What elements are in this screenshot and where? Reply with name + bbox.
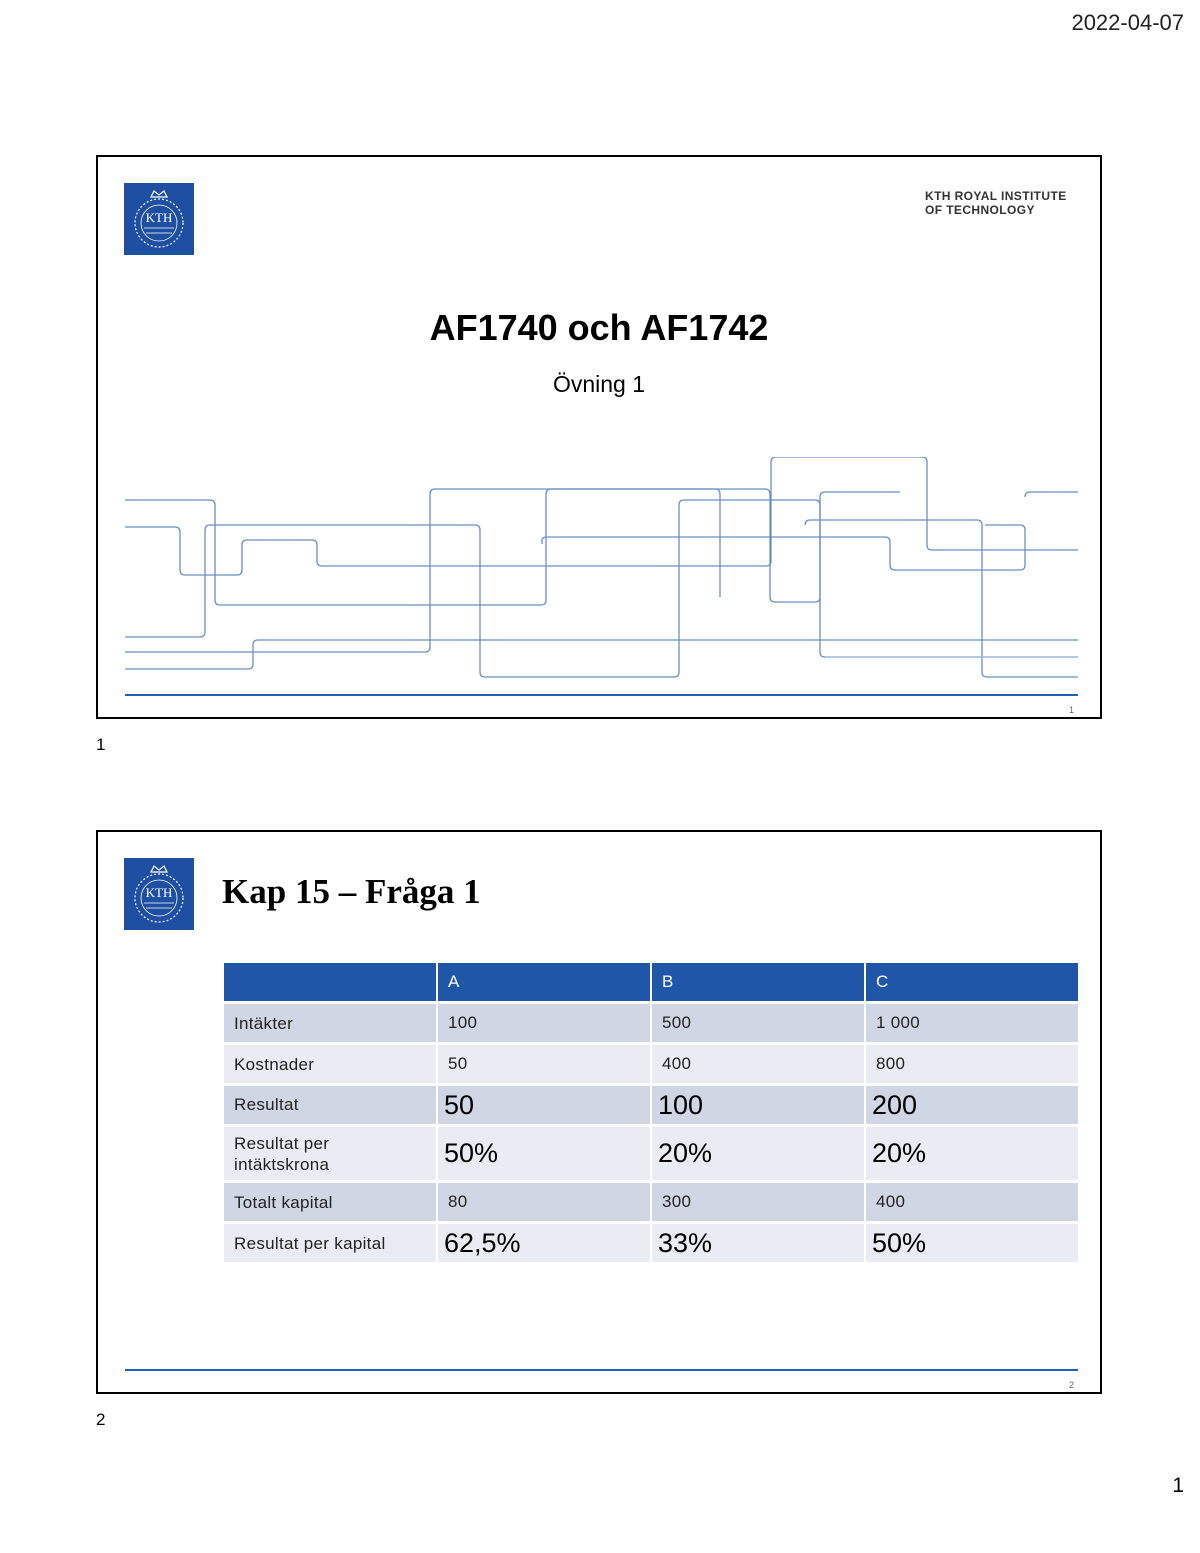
table-row [224, 1127, 1078, 1183]
table-cell: 300 [652, 1183, 864, 1224]
table-header-cell: C [866, 963, 1078, 1004]
slide-number: 2 [1068, 1380, 1074, 1390]
table-cell: 20% [652, 1127, 864, 1183]
institute-name-line2: OF TECHNOLOGY [925, 203, 1035, 217]
table-cell: 100 [652, 1086, 864, 1127]
table-row [224, 1224, 1078, 1265]
table-cell: 1 000 [866, 1004, 1078, 1045]
table-cell: 200 [866, 1086, 1078, 1127]
row-label: Resultat [224, 1086, 436, 1127]
page-number: 1 [1172, 1474, 1184, 1497]
slide-subtitle: Övning 1 [552, 371, 646, 397]
page-date: 2022-04-07 [1071, 10, 1184, 35]
slide-number: 1 [1068, 705, 1074, 715]
institute-name-line1: KTH ROYAL INSTITUTE [925, 189, 1067, 203]
kth-logo [124, 183, 194, 255]
slide-2 [96, 830, 1102, 1394]
table-cell: 400 [652, 1045, 864, 1086]
row-label: Intäkter [224, 1004, 436, 1045]
table-header-cell [224, 963, 436, 1004]
table-cell: 50 [438, 1045, 650, 1086]
table-header-row [224, 963, 1078, 1004]
table-cell: 33% [652, 1224, 864, 1265]
kth-logo [124, 858, 194, 930]
institute-name [925, 189, 1067, 217]
row-label: Resultat per kapital [224, 1224, 436, 1265]
data-table [222, 963, 1080, 1265]
table-cell: 800 [866, 1045, 1078, 1086]
table-cell: 80 [438, 1183, 650, 1224]
kth-logo-text: KTH [145, 210, 173, 225]
table-cell: 62,5% [438, 1224, 650, 1265]
slide-title: AF1740 och AF1742 [429, 307, 769, 348]
table-row [224, 1045, 1078, 1086]
row-label: Totalt kapital [224, 1183, 436, 1224]
slide-1 [96, 155, 1102, 719]
table-cell: 100 [438, 1004, 650, 1045]
table-row [224, 1183, 1078, 1224]
table-row [224, 1004, 1078, 1045]
table-cell: 50% [438, 1127, 650, 1183]
table-header-cell: A [438, 963, 650, 1004]
slide-title: Kap 15 – Fråga 1 [222, 872, 481, 911]
kth-logo-text: KTH [145, 885, 173, 900]
slide-label-1: 1 [96, 735, 106, 754]
table-cell: 20% [866, 1127, 1078, 1183]
row-label: Kostnader [224, 1045, 436, 1086]
circuit-decoration [125, 457, 1078, 687]
table-header-cell: B [652, 963, 864, 1004]
row-label [224, 1127, 436, 1183]
table-cell: 50 [438, 1086, 650, 1127]
row-label-text: Resultat per intäktskrona [234, 1133, 330, 1174]
footer-line [125, 1369, 1078, 1371]
table-cell: 50% [866, 1224, 1078, 1265]
footer-line [125, 694, 1078, 696]
table-cell: 500 [652, 1004, 864, 1045]
slide-label-2: 2 [96, 1410, 106, 1429]
table-cell: 400 [866, 1183, 1078, 1224]
table-row [224, 1086, 1078, 1127]
